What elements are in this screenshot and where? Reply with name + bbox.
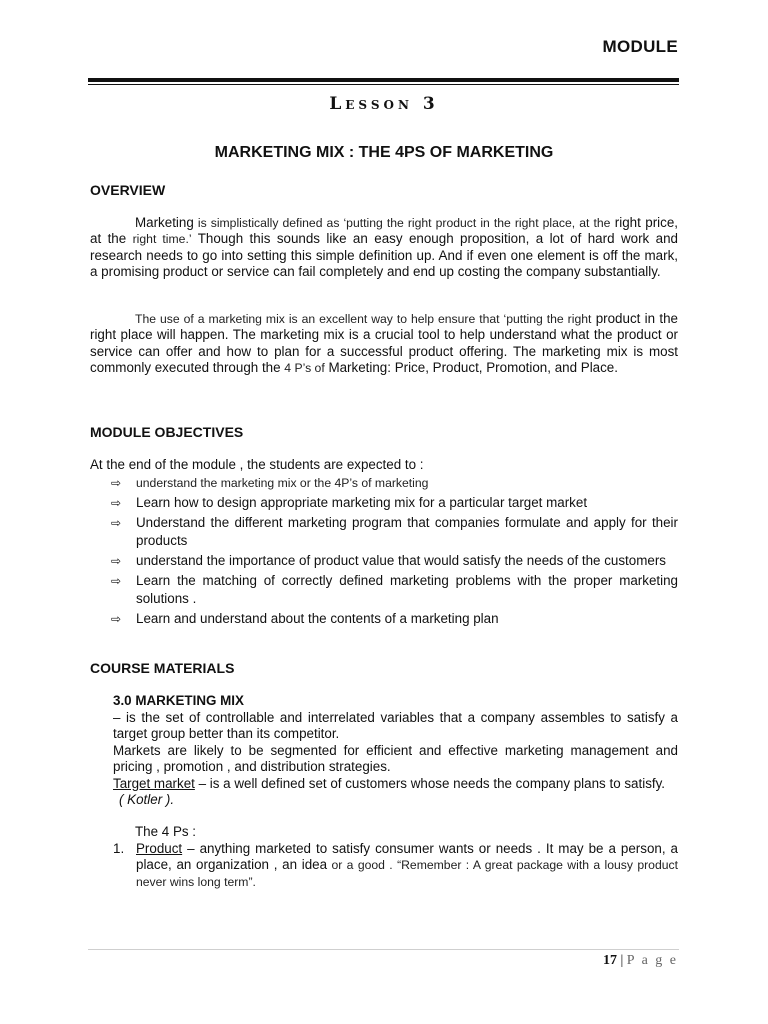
overview-p1-a: Marketing	[135, 215, 194, 230]
product-item-body	[136, 841, 678, 890]
product-text: – anything marketed to satisfy consumer wants or needs . It may be a person, a place, an organization , an idea	[136, 841, 678, 873]
overview-p1-d: right time.’	[132, 232, 192, 247]
overview-heading: OVERVIEW	[90, 182, 166, 198]
target-market-term: Target market	[113, 775, 195, 791]
overview-paragraph-1	[90, 215, 678, 280]
objective-text: Learn and understand about the contents of a marketing plan	[136, 611, 499, 626]
page-label: P a g e	[626, 953, 678, 968]
item-number: 1.	[113, 841, 125, 856]
product-quote: or a good . “Remember : A great package with a lousy product never wins long term”.	[136, 858, 678, 889]
objectives-list	[111, 474, 678, 630]
list-item	[111, 514, 678, 550]
objectives-intro: At the end of the module , the students are expected to :	[90, 457, 424, 472]
module-label: MODULE	[602, 37, 678, 56]
arrow-bullet-icon: ⇨	[111, 574, 122, 588]
page-separator: |	[616, 953, 627, 968]
citation: ( Kotler ).	[119, 792, 175, 808]
objective-text: Learn how to design appropriate marketing mix for a particular target market	[136, 495, 588, 510]
overview-p2-a: The use of a marketing mix is an excellent way to help ensure that ‘putting the right	[135, 312, 592, 326]
marketing-mix-definition	[113, 710, 678, 808]
list-item	[111, 474, 678, 492]
objective-text: understand the marketing mix or the 4P’s of marketing	[136, 476, 429, 490]
list-item	[111, 494, 678, 512]
product-term: Product	[136, 841, 183, 856]
header-rule-thin	[88, 84, 679, 85]
list-item	[111, 572, 678, 608]
list-item	[111, 552, 678, 570]
overview-p1-b: is simplistically defined as ‘putting the right product in the right place, at the	[193, 216, 611, 230]
overview-p1-c: right price, at the	[90, 215, 678, 247]
page-footer	[603, 953, 678, 969]
objective-text: Learn the matching of correctly defined marketing problems with the proper marketing solutions .	[136, 573, 678, 606]
objectives-heading: MODULE OBJECTIVES	[90, 424, 244, 440]
lesson-title: Lesson 3	[329, 94, 439, 114]
arrow-bullet-icon: ⇨	[111, 496, 122, 510]
header-rule-thick	[88, 78, 679, 82]
overview-paragraph-2	[90, 311, 678, 376]
markets-line: Markets are likely to be segmented for efficient and effective marketing management and pricing , promotion , and distribution strategies.	[113, 742, 678, 775]
overview-p2-b: product in the right place will happen. The marketing mix is a crucial tool to help understand what the product or service can offer and how to plan for a successful product offering. The marketing mix is most commonly executed through the	[90, 311, 678, 375]
objective-text: understand the importance of product value that would satisfy the needs of the customers	[136, 553, 666, 568]
objective-text: Understand the different marketing program that companies formulate and apply for their products	[136, 515, 678, 548]
product-item	[113, 841, 678, 890]
overview-p1-e: Though this sounds like an easy enough proposition, a lot of hard work and research needs to go into setting this simple definition up. And if even one element is off the mark, a promising product or service can fail completely and end up costing the company substantially.	[90, 231, 678, 279]
main-title: MARKETING MIX : THE 4PS OF MARKETING	[214, 144, 554, 161]
target-market-line	[113, 776, 678, 792]
footer-rule	[88, 949, 679, 950]
marketing-mix-subheading: 3.0 MARKETING MIX	[113, 693, 244, 708]
arrow-bullet-icon: ⇨	[111, 476, 122, 490]
overview-p2-d: Marketing: Price, Product, Promotion, and Place.	[324, 359, 618, 375]
definition-line: – is the set of controllable and interrelated variables that a company assembles to satisfy a target group better than its competitor.	[113, 710, 678, 742]
target-market-definition: – is a well defined set of customers whose needs the company plans to satisfy.	[194, 775, 666, 791]
page-number: 17	[602, 953, 617, 968]
arrow-bullet-icon: ⇨	[111, 516, 122, 530]
list-item	[111, 610, 678, 628]
course-materials-heading: COURSE MATERIALS	[90, 660, 235, 676]
four-ps-label: The 4 Ps :	[135, 824, 197, 839]
arrow-bullet-icon: ⇨	[111, 612, 122, 626]
overview-p2-c: 4 P’s of	[284, 360, 325, 375]
arrow-bullet-icon: ⇨	[111, 554, 122, 568]
